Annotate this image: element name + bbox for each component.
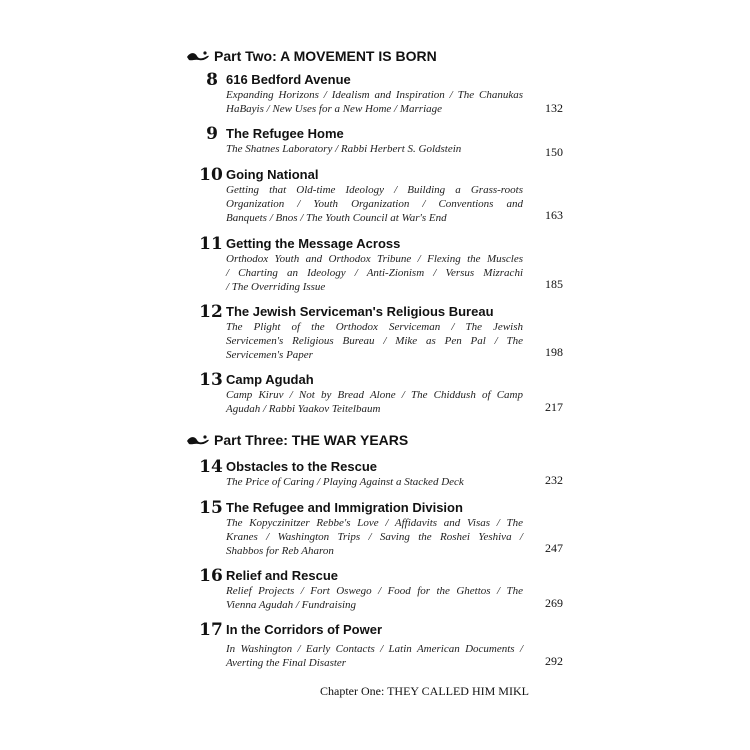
page-number: 163	[545, 208, 563, 222]
chapter-number: 11	[199, 234, 223, 254]
section-line: Orthodox Youth and Orthodox Tribune / Flexing the Muscles	[226, 253, 523, 265]
chapter-number: 16	[199, 566, 223, 586]
section-line: Vienna Agudah / Fundraising	[226, 599, 357, 611]
page-number: 185	[545, 277, 563, 291]
chapter-sections	[226, 252, 523, 294]
section-line: HaBayis / New Uses for a New Home / Marriage	[226, 103, 443, 115]
running-footer: Chapter One: THEY CALLED HIM MIKL	[320, 684, 529, 698]
page-number: 269	[545, 596, 563, 610]
chapter-sections	[226, 475, 523, 489]
chapter-sections	[226, 584, 523, 612]
chapter-title: The Jewish Serviceman's Religious Bureau	[226, 304, 494, 319]
chapter-number: 13	[199, 370, 223, 390]
chapter-number: 9	[206, 124, 218, 144]
fleuron-icon	[186, 434, 210, 446]
section-line: The Kopyczinitzer Rebbe's Love / Affidavits and Visas / The	[226, 517, 523, 529]
chapter-title: Getting the Message Across	[226, 236, 401, 251]
chapter-number: 10	[199, 165, 223, 185]
chapter-sections	[226, 642, 523, 670]
section-line: / Charting an Ideology / Anti-Zionism / Versus Mizrachi	[226, 267, 523, 279]
chapter-number: 17	[199, 620, 223, 640]
part-heading	[186, 432, 408, 448]
page-number: 150	[545, 145, 563, 159]
page-number: 217	[545, 400, 563, 414]
chapter-number: 14	[199, 457, 223, 477]
chapter-title: Going National	[226, 167, 319, 182]
chapter-number: 12	[199, 302, 223, 322]
section-line: Servicemen's Religious Bureau / Mike as Pen Pal / The	[226, 335, 523, 347]
page-number: 247	[545, 541, 563, 555]
chapter-number: 8	[206, 70, 218, 90]
page-number: 198	[545, 345, 563, 359]
part-title: Part Two: A MOVEMENT IS BORN	[214, 48, 437, 64]
chapter-sections	[226, 388, 523, 416]
chapter-sections	[226, 142, 523, 156]
section-line: Expanding Horizons / Idealism and Inspiration / The Chanukas	[226, 89, 523, 101]
section-line: Organization / Youth Organization / Conventions and	[226, 198, 523, 210]
page-number: 232	[545, 473, 563, 487]
page-number: 132	[545, 101, 563, 115]
chapter-title: Obstacles to the Rescue	[226, 459, 377, 474]
chapter-title: The Refugee and Immigration Division	[226, 500, 463, 515]
chapter-title: In the Corridors of Power	[226, 622, 383, 637]
section-line: Banquets / Bnos / The Youth Council at War's End	[226, 212, 447, 224]
chapter-sections	[226, 320, 523, 362]
section-line: Camp Kiruv / Not by Bread Alone / The Chiddush of Camp	[226, 389, 523, 401]
section-line: Getting that Old-time Ideology / Building a Grass-roots	[226, 184, 523, 196]
section-line: The Shatnes Laboratory / Rabbi Herbert S. Goldstein	[226, 143, 462, 155]
section-line: Servicemen's Paper	[226, 349, 313, 361]
section-line: / The Overriding Issue	[226, 281, 326, 293]
chapter-sections	[226, 183, 523, 225]
chapter-title: Relief and Rescue	[226, 568, 338, 583]
part-heading	[186, 48, 437, 64]
section-line: Shabbos for Reb Aharon	[226, 545, 334, 557]
section-line: Relief Projects / Fort Oswego / Food for the Ghettos / The	[226, 585, 523, 597]
section-line: The Plight of the Orthodox Serviceman / The Jewish	[226, 321, 523, 333]
section-line: Averting the Final Disaster	[226, 657, 347, 669]
section-line: The Price of Caring / Playing Against a Stacked Deck	[226, 476, 464, 488]
chapter-sections	[226, 516, 523, 558]
chapter-title: 616 Bedford Avenue	[226, 72, 351, 87]
chapter-title: Camp Agudah	[226, 372, 314, 387]
fleuron-icon	[186, 50, 210, 62]
page-number: 292	[545, 654, 563, 668]
section-line: Kranes / Washington Trips / Saving the Roshei Yeshiva /	[226, 531, 523, 543]
chapter-title: The Refugee Home	[226, 126, 344, 141]
chapter-sections	[226, 88, 523, 116]
section-line: Agudah / Rabbi Yaakov Teitelbaum	[226, 403, 381, 415]
part-title: Part Three: THE WAR YEARS	[214, 432, 409, 448]
section-line: In Washington / Early Contacts / Latin American Documents /	[226, 643, 523, 655]
chapter-number: 15	[199, 498, 223, 518]
